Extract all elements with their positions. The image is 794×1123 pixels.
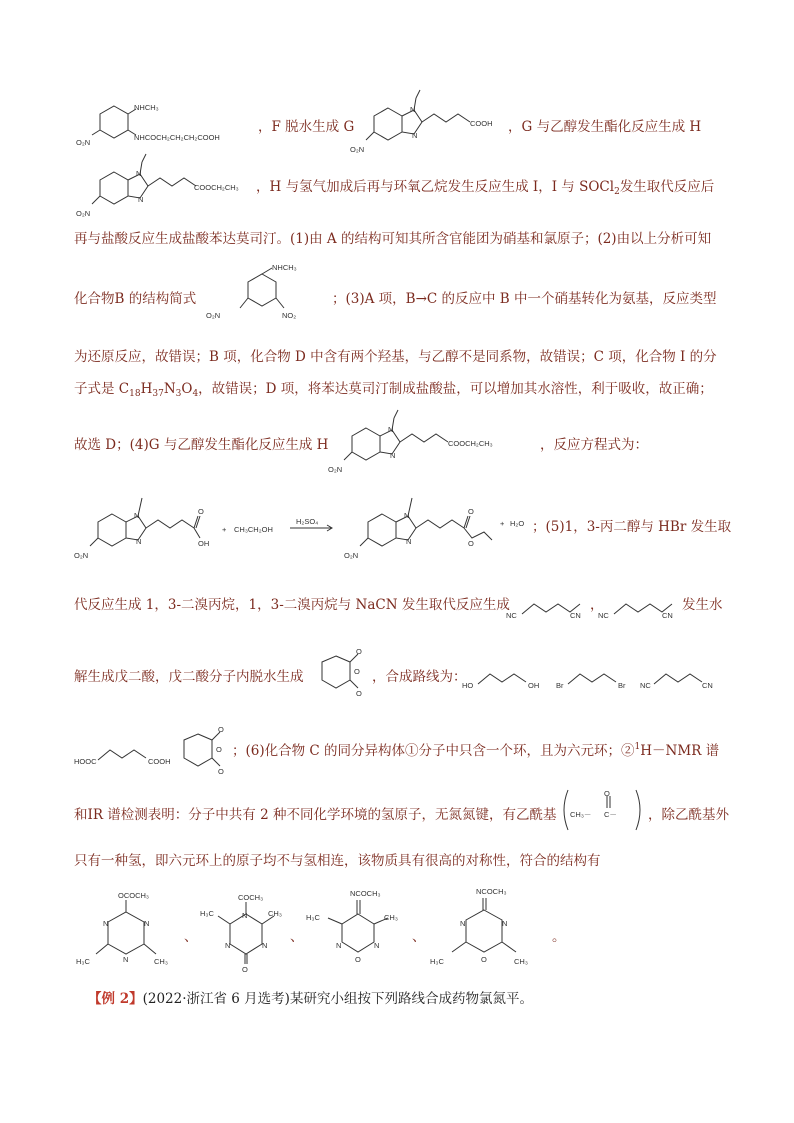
svg-text:+: +	[222, 525, 227, 534]
svg-text:O₂N: O₂N	[344, 551, 359, 560]
svg-text:N: N	[502, 919, 508, 928]
svg-text:COCH₃: COCH₃	[238, 893, 264, 902]
route-pentanedinitrile	[640, 662, 724, 692]
svg-text:H₂SO₄: H₂SO₄	[296, 517, 319, 526]
text-line-1a: ，F 脱水生成 G	[258, 119, 355, 135]
glutaric-anhydride-structure	[310, 640, 372, 710]
svg-text:N: N	[406, 537, 412, 546]
separator-1: 、	[184, 929, 198, 945]
text-line-2: ，H 与氢气加成后再与环氧乙烷发生反应生成 I，I 与 SOCl$_2$发生取代反应后	[256, 179, 715, 197]
svg-text:CH₃－: CH₃－	[570, 810, 592, 819]
svg-text:Br: Br	[556, 681, 564, 690]
svg-text:N: N	[225, 941, 231, 950]
svg-text:N: N	[404, 511, 410, 520]
separator-2: 、	[290, 929, 304, 945]
isomer-1-structure	[72, 888, 182, 978]
text-line-9b: ，	[590, 597, 604, 613]
text-line-12b: ，除乙酰基外	[648, 807, 729, 823]
svg-text:+: +	[500, 519, 505, 528]
compound-f-structure	[76, 98, 256, 148]
svg-text:COOCH₂CH₃: COOCH₂CH₃	[448, 439, 493, 448]
svg-text:N: N	[390, 451, 396, 460]
text-line-5: 为还原反应，故错误；B 项，化合物 D 中含有两个羟基，与乙醇不是同系物，故错误；C 项，化合物 I 的分	[74, 349, 717, 365]
text-line-9a: 代反应生成 1，3-二溴丙烷，1，3-二溴丙烷与 NaCN 发生取代反应生成	[74, 597, 510, 613]
svg-text:O: O	[218, 767, 224, 776]
svg-text:O₂N: O₂N	[328, 465, 343, 474]
text-line-10b: ，合成路线为：	[372, 669, 467, 685]
svg-text:CH₃: CH₃	[154, 957, 168, 966]
svg-text:N: N	[136, 169, 142, 178]
svg-text:NHCOCH₂CH₂CH₂COOH: NHCOCH₂CH₂CH₂COOH	[134, 133, 220, 142]
svg-text:O: O	[481, 955, 487, 964]
svg-text:O: O	[354, 667, 360, 676]
pentanedinitrile-structure-1	[506, 590, 596, 620]
svg-text:N: N	[262, 941, 268, 950]
svg-text:CN: CN	[662, 611, 673, 620]
svg-text:N: N	[138, 195, 144, 204]
svg-text:H₃C: H₃C	[76, 957, 90, 966]
text-line-3: 再与盐酸反应生成盐酸苯达莫司汀。(1)由 A 的结构可知其所含官能团为硝基和氯原子；(2)由以上分析可知	[74, 231, 712, 247]
svg-text:O: O	[216, 745, 222, 754]
svg-text:C－: C－	[604, 810, 617, 819]
text-line-11: ；(6)化合物 C 的同分异构体①分子中只含一个环，且为六元环；②$^1$H－NMR 谱	[232, 742, 720, 759]
text-line-7b: ，反应方程式为：	[540, 437, 648, 453]
svg-text:NHCH₃: NHCH₃	[134, 103, 159, 112]
svg-text:NC: NC	[506, 611, 517, 620]
text-line-13: 只有一种氢，即六元环上的原子均不与氢相连，该物质具有很高的对称性，符合的结构有	[74, 853, 601, 869]
svg-text:N: N	[412, 131, 418, 140]
route-dibromopropane	[556, 662, 640, 692]
text-line-9c: 发生水	[682, 597, 723, 613]
isomer-2-structure	[196, 888, 296, 978]
svg-text:N: N	[410, 105, 416, 114]
svg-text:O: O	[468, 507, 474, 516]
example-label: 【例 2】	[88, 991, 143, 1007]
example-text: (2022·浙江省 6 月选考)某研究小组按下列路线合成药物氯氮平。	[142, 991, 533, 1007]
compound-h-structure-2	[326, 406, 536, 476]
pentanedinitrile-structure-2	[598, 590, 688, 620]
svg-text:O: O	[198, 507, 204, 516]
svg-text:NCOCH₃: NCOCH₃	[476, 887, 507, 896]
svg-text:N: N	[103, 919, 109, 928]
svg-text:COOCH₂CH₃: COOCH₂CH₃	[194, 183, 239, 192]
svg-text:O₂N: O₂N	[76, 138, 91, 147]
svg-text:N: N	[374, 941, 380, 950]
svg-text:CH₃CH₂OH: CH₃CH₂OH	[234, 525, 273, 534]
svg-text:N: N	[242, 911, 248, 920]
svg-text:NCOCH₃: NCOCH₃	[350, 889, 381, 898]
svg-text:O: O	[218, 725, 224, 734]
svg-text:OH: OH	[198, 539, 210, 548]
text-line-12a: 和IR 谱检测表明：分子中共有 2 种不同化学环境的氢原子，无氮氮键，有乙酰基	[74, 807, 557, 823]
compound-g-structure	[346, 88, 506, 156]
svg-text:O: O	[355, 955, 361, 964]
acetyl-group-structure	[560, 788, 646, 832]
svg-text:Br: Br	[618, 681, 626, 690]
svg-text:O₂N: O₂N	[76, 209, 91, 218]
svg-text:CN: CN	[570, 611, 581, 620]
svg-text:CH₃: CH₃	[268, 909, 282, 918]
svg-text:NO₂: NO₂	[282, 311, 297, 320]
reaction-equation	[72, 492, 532, 562]
compound-h-structure	[74, 150, 254, 220]
svg-text:N: N	[460, 919, 466, 928]
end-period: 。	[552, 929, 566, 945]
text-line-1b: ，G 与乙醇发生酯化反应生成 H	[508, 119, 702, 135]
svg-text:O₂N: O₂N	[74, 551, 89, 560]
route-propanediol	[462, 662, 556, 692]
svg-text:O: O	[604, 789, 610, 798]
svg-text:COOH: COOH	[470, 119, 493, 128]
svg-text:N: N	[336, 941, 342, 950]
example-2-heading	[88, 990, 533, 1008]
svg-text:N: N	[123, 955, 129, 964]
svg-text:H₂O: H₂O	[510, 519, 525, 528]
svg-text:CH₃: CH₃	[384, 913, 398, 922]
route-anhydride	[176, 720, 232, 786]
text-line-4b: ；(3)A 项，B→C 的反应中 B 中一个硝基转化为氨基，反应类型	[332, 291, 717, 307]
svg-text:N: N	[388, 425, 394, 434]
svg-text:N: N	[144, 919, 150, 928]
svg-text:O: O	[468, 539, 474, 548]
text-line-7a: 故选 D；(4)G 与乙醇发生酯化反应生成 H	[74, 437, 329, 453]
compound-b-structure	[200, 262, 330, 322]
svg-text:OCOCH₃: OCOCH₃	[118, 891, 149, 900]
svg-text:HO: HO	[462, 681, 474, 690]
svg-text:CN: CN	[702, 681, 713, 690]
svg-text:N: N	[136, 537, 142, 546]
svg-text:H₃C: H₃C	[306, 913, 320, 922]
svg-text:O: O	[356, 647, 362, 656]
text-line-10a: 解生成戊二酸，戊二酸分子内脱水生成	[74, 669, 304, 685]
svg-text:O₂N: O₂N	[350, 145, 365, 154]
svg-text:O: O	[356, 689, 362, 698]
svg-text:O₂N: O₂N	[206, 311, 221, 320]
svg-text:NHCH₃: NHCH₃	[272, 263, 297, 272]
text-line-6: 子式是 $C_{18}H_{37}N_3O_4$，故错误；D 项，将苯达莫司汀制成盐酸盐，可以增加其水溶性，利于吸收，故正确；	[74, 381, 713, 399]
svg-text:H₃C: H₃C	[430, 957, 444, 966]
svg-text:CH₃: CH₃	[514, 957, 528, 966]
text-line-8: ；(5)1，3-丙二醇与 HBr 发生取	[532, 519, 732, 535]
svg-text:NC: NC	[598, 611, 609, 620]
svg-text:HOOC: HOOC	[74, 757, 97, 766]
isomer-4-structure	[424, 880, 544, 976]
svg-text:N: N	[134, 511, 140, 520]
svg-text:NC: NC	[640, 681, 651, 690]
svg-text:OH: OH	[528, 681, 540, 690]
text-line-4a: 化合物B 的结构简式	[74, 291, 197, 307]
svg-text:H₃C: H₃C	[200, 909, 214, 918]
svg-text:O: O	[242, 965, 248, 974]
separator-3: 、	[412, 929, 426, 945]
isomer-3-structure	[304, 880, 414, 970]
svg-text:COOH: COOH	[148, 757, 171, 766]
route-glutaric-acid	[74, 738, 180, 768]
